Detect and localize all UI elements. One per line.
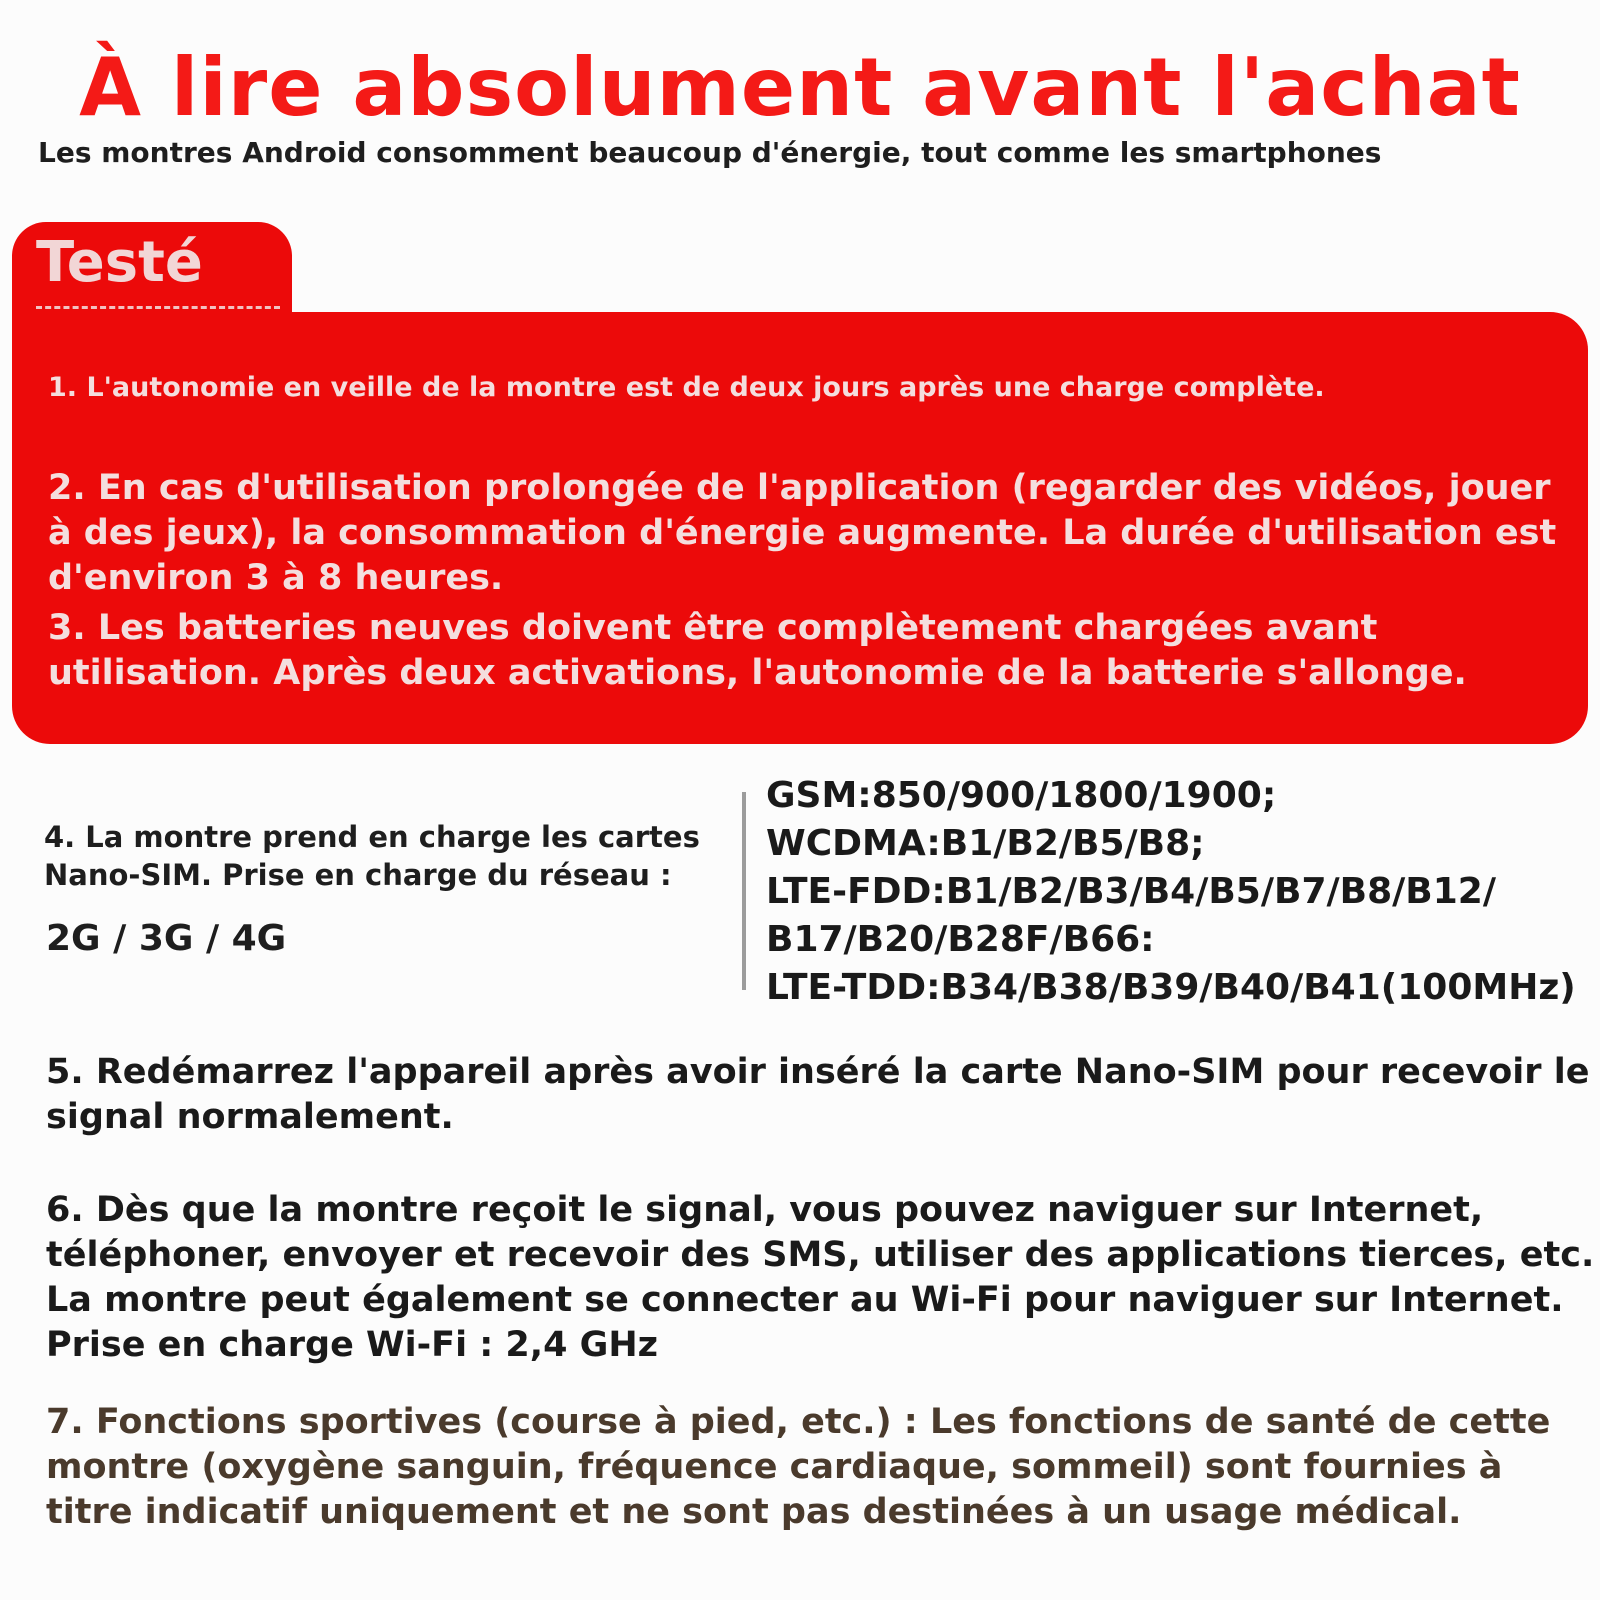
note-item-3: 3. Les batteries neuves doivent être complètement chargées avant utilisation. Après deux activations, l'autonomie de la batterie s'allonge. [48, 608, 1467, 693]
band-line-lte-fdd-cont: B17/B20/B28F/B66: [766, 919, 1155, 960]
page-subtitle: Les montres Android consomment beaucoup d'énergie, tout comme les smartphones [38, 136, 1382, 169]
network-generations: 2G / 3G / 4G [46, 918, 287, 959]
band-line-lte-tdd: LTE-TDD:B34/B38/B39/B40/B41(100MHz) [766, 967, 1576, 1008]
note-item-6: 6. Dès que la montre reçoit le signal, vous pouvez naviguer sur Internet, téléphoner, envoyer et recevoir des SMS, utiliser des applications tierces, etc. La montre peut également se connecter au Wi-Fi pour naviguer sur Internet. Prise en charge Wi-Fi : 2,4 GHz [46, 1190, 1595, 1365]
band-line-lte-fdd: LTE-FDD:B1/B2/B3/B4/B5/B7/B8/B12/ [766, 871, 1496, 912]
note-item-2: 2. En cas d'utilisation prolongée de l'application (regarder des vidéos, jouer à des jeux), la consommation d'énergie augmente. La durée d'utilisation est d'environ 3 à 8 heures. [48, 468, 1557, 598]
network-bands [766, 772, 1596, 1012]
note-item-1: 1. L'autonomie en veille de la montre est de deux jours après une charge complète. [48, 372, 1325, 403]
note-item-7: 7. Fonctions sportives (course à pied, etc.) : Les fonctions de santé de cette montre (oxygène sanguin, fréquence cardiaque, sommeil) sont fournies à titre indicatif uniquement et ne sont pas destinées à un usage médical. [46, 1402, 1551, 1532]
band-line-gsm: GSM:850/900/1800/1900; [766, 775, 1277, 816]
note-item-5: 5. Redémarrez l'appareil après avoir inséré la carte Nano-SIM pour recevoir le signal normalement. [46, 1052, 1590, 1137]
tab-dashed-divider [36, 306, 280, 309]
note-item-4: 4. La montre prend en charge les cartes Nano-SIM. Prise en charge du réseau : [44, 820, 700, 892]
page-title: À lire absolument avant l'achat [79, 41, 1521, 134]
tested-tab-label: Testé [36, 230, 203, 295]
vertical-divider [742, 792, 746, 990]
band-line-wcdma: WCDMA:B1/B2/B5/B8; [766, 823, 1205, 864]
